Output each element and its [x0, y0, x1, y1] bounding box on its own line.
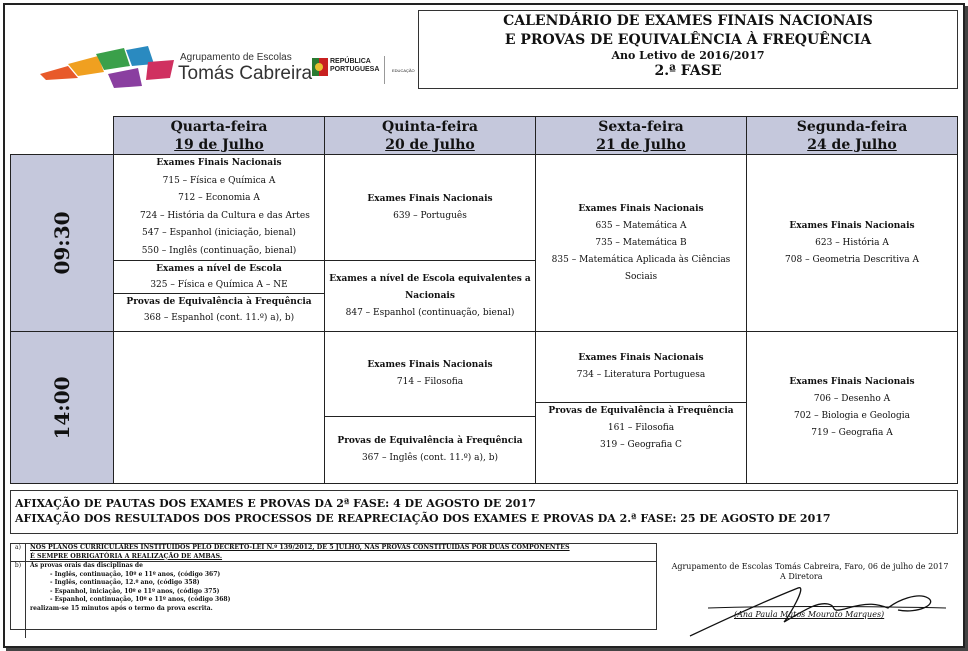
exam-item: 319 – Geografia C [600, 440, 682, 450]
exam-item: 635 – Matemática A [595, 220, 687, 231]
exam-calendar-table [10, 116, 958, 484]
signature-role: A Diretora [780, 572, 823, 581]
phase-label: 2.ª FASE [654, 63, 722, 79]
note-b-intro: As provas orais das disciplinas de [30, 562, 143, 569]
exam-item: 367 – Inglês (cont. 11.º) a), b) [361, 453, 499, 463]
exam-item: 325 – Física e Química A – NE [150, 280, 288, 290]
school-year: Ano Letivo de 2016/2017 [611, 49, 765, 62]
section-title: Provas de Equivalência à Frequência [337, 436, 523, 446]
note-b-label: b) [11, 562, 26, 638]
exam-item: 368 – Espanhol (cont. 11.º) a), b) [143, 313, 295, 323]
exam-item: 639 – Português [393, 210, 467, 221]
logo-flags-icon [38, 44, 178, 90]
weekday-label: Quarta-feira [170, 118, 268, 135]
cell-thu-afternoon [325, 332, 536, 484]
afternoon-row [11, 332, 958, 484]
section-title: Exames Finais Nacionais [578, 203, 704, 214]
exam-item: 835 – Matemática Aplicada às Ciências Sociais [551, 254, 731, 282]
dates-notice-box [10, 490, 958, 534]
section-title: Exames Finais Nacionais [789, 376, 915, 387]
republic-emblem-icon [312, 58, 328, 78]
note-b-item: Espanhol, iniciação, 10º e 11º anos, (código 375) [54, 587, 220, 595]
exam-item: 719 – Geografia A [811, 427, 893, 438]
cell-fri-morning [536, 155, 747, 332]
day-header-fri [536, 117, 747, 155]
weekday-label: Sexta-feira [598, 118, 684, 135]
title-box [418, 10, 958, 89]
note-b-item: Espanhol, continuação, 10º e 11º anos, (código 368) [54, 596, 231, 603]
footnotes-box [10, 543, 657, 630]
school-logo [38, 44, 418, 90]
section-title: Exames Finais Nacionais [789, 220, 915, 231]
exam-item: 623 – História A [815, 237, 889, 248]
section-title: Exames Finais Nacionais [367, 360, 493, 370]
time-label-afternoon: 14:00 [50, 375, 74, 440]
logo-text-agrupamento: Agrupamento de Escolas [180, 52, 292, 63]
notice-line1: AFIXAÇÃO DE PAUTAS DOS EXAMES E PROVAS DA 2ª FASE: 4 DE AGOSTO DE 2017 [15, 497, 536, 510]
section-title: Exames Finais Nacionais [156, 158, 282, 168]
cell-fri-afternoon [536, 332, 747, 484]
section-title: Exames Finais Nacionais [367, 193, 493, 204]
exam-item: 735 – Matemática B [595, 237, 687, 248]
exam-item: 702 – Biologia e Geologia [794, 410, 910, 421]
time-cell-afternoon [11, 332, 114, 484]
education-text: EDUCAÇÃO [392, 68, 415, 73]
cell-wed-morning [114, 155, 325, 332]
handwritten-signature [688, 578, 950, 640]
time-label-morning: 09:30 [50, 211, 74, 275]
cell-mon-afternoon [747, 332, 958, 484]
exam-item: 734 – Literatura Portuguesa [576, 370, 706, 380]
date-label: 20 de Julho [385, 136, 475, 153]
exam-item: 712 – Economia A [178, 193, 260, 203]
morning-row [11, 155, 958, 332]
table-corner [11, 117, 114, 155]
note-a [11, 544, 656, 562]
cell-wed-afternoon [114, 332, 325, 484]
exam-item: 550 – Inglês (continuação, bienal) [141, 245, 297, 256]
note-a-text2: É SEMPRE OBRIGATÓRIA A REALIZAÇÃO DE AMBAS. [30, 552, 223, 560]
note-b: b) As provas orais das disciplinas de - Inglês, continuação, 10º e 11º anos, (código 367) - Inglês, continuação, 12.º ano, (código 358) - Espanhol, iniciação, 10º e 11º anos, (código 375) - Espanhol, continuação, 10º e 11º anos, (código 368) realizam-se 15 minutos após o termo da prova escrita. [11, 562, 656, 638]
section-title: Provas de Equivalência à Frequência [126, 297, 312, 307]
exam-item: 706 – Desenho A [813, 393, 891, 404]
note-a-label: a) [11, 544, 26, 561]
logo-divider [384, 56, 385, 84]
date-label: 19 de Julho [174, 136, 264, 153]
section-title: Provas de Equivalência à Frequência [548, 406, 734, 416]
day-header-mon [747, 117, 958, 155]
date-label: 21 de Julho [596, 136, 686, 153]
time-cell-morning [11, 155, 114, 332]
signature-name: (Ana Paula Matos Mourato Marques) [734, 610, 885, 619]
section-title: Exames Finais Nacionais [578, 353, 704, 363]
exam-item: 161 – Filosofia [607, 423, 675, 433]
exam-item: 724 – História da Cultura e das Artes [140, 210, 310, 221]
note-b-outro: realizam-se 15 minutos após o termo da prova escrita. [30, 604, 213, 612]
note-b-item: Inglês, continuação, 12.º ano, (código 358) [54, 579, 200, 586]
cell-thu-morning [325, 155, 536, 332]
title-line2: E PROVAS DE EQUIVALÊNCIA À FREQUÊNCIA [504, 32, 872, 48]
cell-mon-morning [747, 155, 958, 332]
weekday-label: Quinta-feira [382, 118, 478, 135]
notice-line2: AFIXAÇÃO DOS RESULTADOS DOS PROCESSOS DE REAPRECIAÇÃO DOS EXAMES E PROVAS DA 2.ª FASE: 25 DE AGOSTO DE 2017 [15, 512, 831, 525]
exam-item: 714 – Filosofia [396, 377, 464, 387]
exam-item: 847 – Espanhol (continuação, bienal) [345, 307, 515, 318]
header-row [11, 117, 958, 155]
day-header-wed [114, 117, 325, 155]
exam-item: 708 – Geometria Descritiva A [785, 254, 919, 265]
weekday-label: Segunda-feira [796, 118, 908, 135]
exam-item: 547 – Espanhol (iniciação, bienal) [142, 228, 296, 238]
title-line1: CALENDÁRIO DE EXAMES FINAIS NACIONAIS [503, 13, 873, 29]
republica-line1: REPÚBLICA [330, 58, 371, 65]
logo-text-school-name: Tomás Cabreira [178, 63, 313, 84]
republica-line2: PORTUGUESA [330, 66, 380, 73]
day-header-thu [325, 117, 536, 155]
signature-place-date: Agrupamento de Escolas Tomás Cabreira, Faro, 06 de julho de 2017 [671, 562, 949, 571]
note-b-item: Inglês, continuação, 10º e 11º anos, (código 367) [54, 570, 221, 578]
section-title: Exames a nível de Escola equivalentes a Nacionais [329, 273, 531, 301]
note-a-text: NOS PLANOS CURRICULARES INSTITUÍDOS PELO DECRETO-LEI N.º 139/2012, DE 5 JULHO, NAS PROVAS CONSTITUÍDAS POR DUAS COMPONENTES [30, 544, 570, 551]
section-title: Exames a nível de Escola [156, 264, 282, 274]
date-label: 24 de Julho [807, 136, 897, 153]
exam-item: 715 – Física e Química A [162, 175, 276, 186]
republica-portuguesa-text [330, 58, 379, 74]
